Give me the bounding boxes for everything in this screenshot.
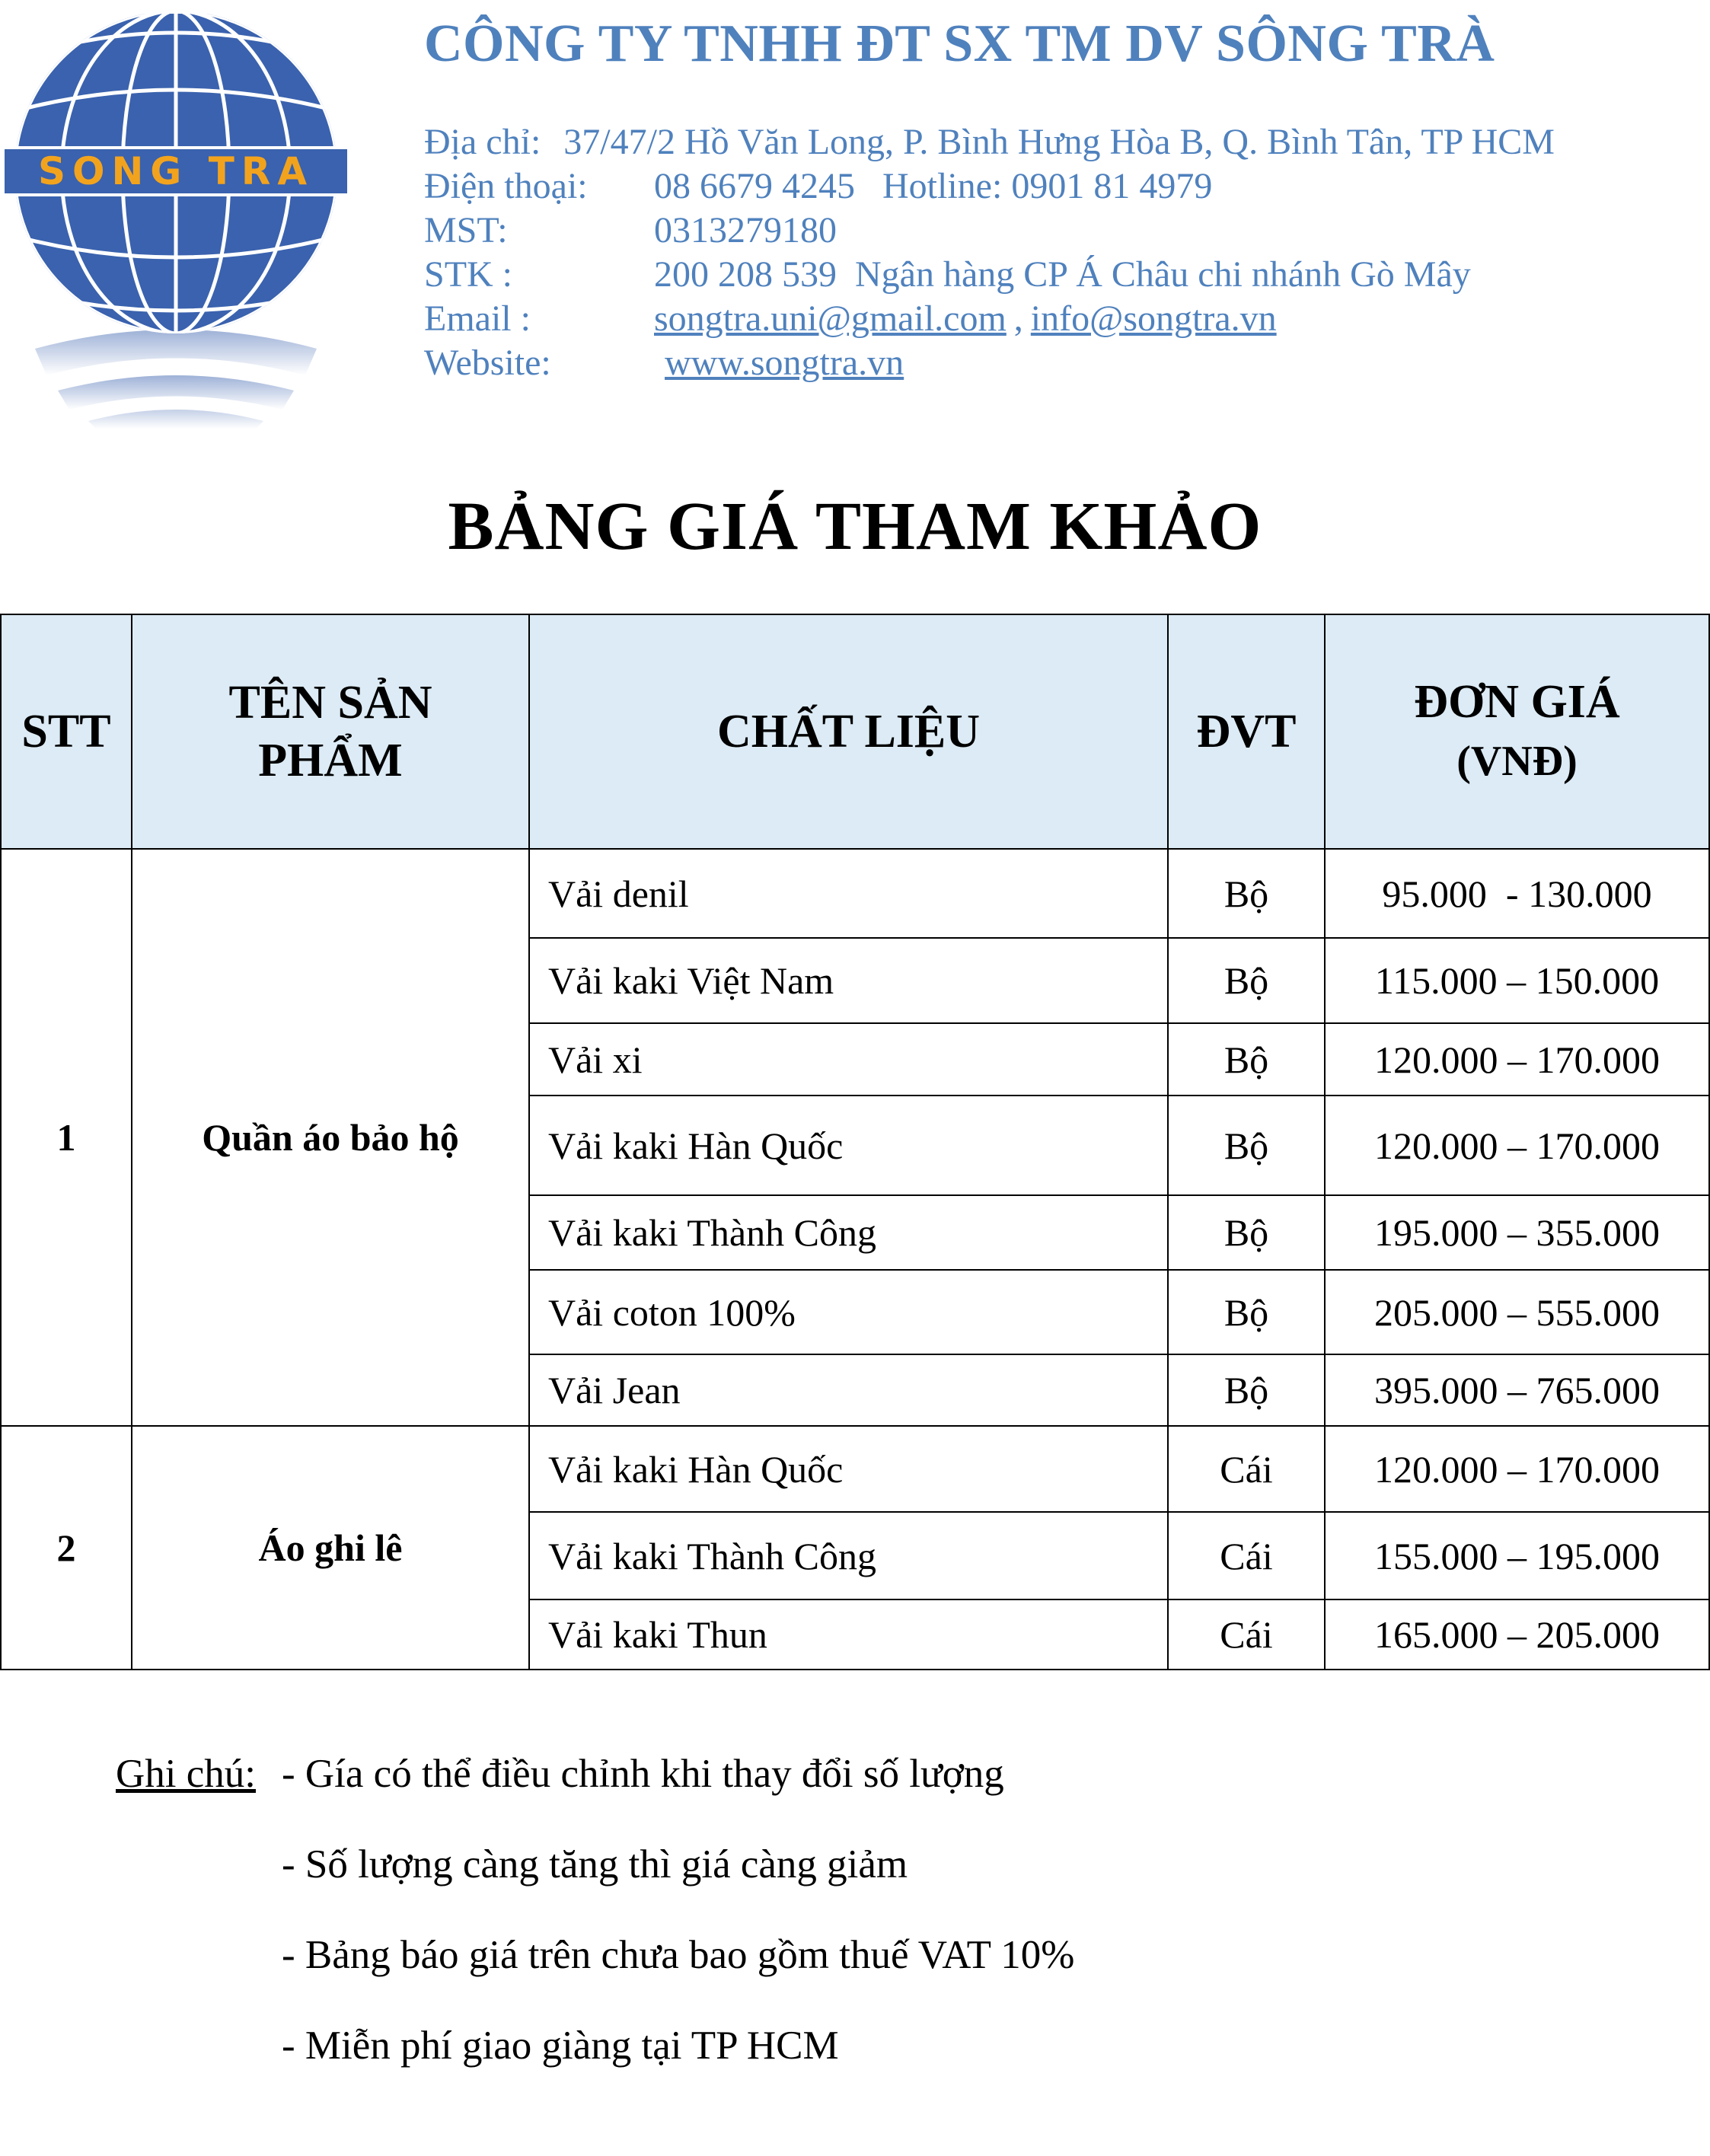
price-cell: 120.000 – 170.000	[1325, 1023, 1709, 1096]
logo-text: SONG TRA	[37, 149, 314, 193]
price-table	[0, 614, 1710, 1670]
bank-label: STK :	[424, 254, 513, 295]
header-product-line2: PHẨM	[258, 735, 403, 786]
material-cell: Vải kaki Hàn Quốc	[529, 1426, 1168, 1512]
note-item	[116, 1838, 1074, 1928]
phone-label: Điện thoại:	[424, 166, 588, 206]
header-price	[1325, 614, 1709, 849]
page-title: BẢNG GIÁ THAM KHẢO	[448, 489, 1262, 564]
company-name: CÔNG TY TNHH ĐT SX TM DV SÔNG TRÀ	[424, 14, 1495, 73]
group-product: Áo ghi lê	[132, 1426, 529, 1670]
tax-row	[424, 209, 1555, 253]
material-cell: Vải xi	[529, 1023, 1168, 1096]
material-cell: Vải coton 100%	[529, 1270, 1168, 1354]
table-header-row	[1, 614, 1709, 849]
material-cell: Vải kaki Thành Công	[529, 1195, 1168, 1270]
note-text: - Gía có thể điều chỉnh khi thay đổi số lượng	[282, 1752, 1004, 1796]
tax-value: 0313279180	[654, 210, 837, 250]
price-cell: 120.000 – 170.000	[1325, 1096, 1709, 1195]
note-text: - Miễn phí giao giàng tại TP HCM	[282, 2024, 839, 2068]
website-row	[424, 341, 1555, 385]
email-link-1[interactable]: songtra.uni@gmail.com	[654, 298, 1007, 339]
unit-cell: Cái	[1168, 1426, 1325, 1512]
price-cell: 120.000 – 170.000	[1325, 1426, 1709, 1512]
unit-cell: Bộ	[1168, 849, 1325, 938]
material-cell: Vải kaki Thành Công	[529, 1512, 1168, 1599]
unit-cell: Cái	[1168, 1512, 1325, 1599]
group-stt: 1	[1, 849, 132, 1426]
material-cell: Vải Jean	[529, 1354, 1168, 1426]
header-product	[132, 614, 529, 849]
header-product-line1: TÊN SẢN	[228, 677, 432, 729]
note-text: - Bảng báo giá trên chưa bao gồm thuế VAT 10%	[282, 1933, 1075, 1977]
email-value	[654, 297, 1277, 341]
email-separator: ,	[1013, 298, 1023, 339]
unit-cell: Bộ	[1168, 1270, 1325, 1354]
unit-cell: Cái	[1168, 1599, 1325, 1670]
address-label: Địa chỉ:	[424, 122, 541, 162]
price-cell: 155.000 – 195.000	[1325, 1512, 1709, 1599]
price-cell: 165.000 – 205.000	[1325, 1599, 1709, 1670]
note-text: - Số lượng càng tăng thì giá càng giảm	[282, 1842, 908, 1886]
header-stt: STT	[1, 614, 132, 849]
price-cell: 95.000 - 130.000	[1325, 849, 1709, 938]
material-cell: Vải denil	[529, 849, 1168, 938]
group-stt: 2	[1, 1426, 132, 1670]
note-item	[116, 1928, 1074, 2019]
phone-value: 08 6679 4245 Hotline: 0901 81 4979	[654, 166, 1213, 206]
header-price-line1: ĐƠN GIÁ	[1414, 676, 1620, 728]
price-cell: 115.000 – 150.000	[1325, 938, 1709, 1023]
material-cell: Vải kaki Việt Nam	[529, 938, 1168, 1023]
header-unit: ĐVT	[1168, 614, 1325, 849]
company-logo	[5, 14, 347, 429]
address-value: 37/47/2 Hồ Văn Long, P. Bình Hưng Hòa B, Q. Bình Tân, TP HCM	[563, 122, 1555, 162]
phone-row	[424, 164, 1555, 209]
email-label: Email :	[424, 298, 531, 339]
notes	[116, 1747, 1074, 2110]
bank-value: 200 208 539 Ngân hàng CP Á Châu chi nhánh Gò Mây	[654, 254, 1471, 295]
price-cell: 395.000 – 765.000	[1325, 1354, 1709, 1426]
bank-row	[424, 253, 1555, 297]
globe-icon	[5, 14, 347, 429]
table-row	[1, 849, 1709, 938]
material-cell: Vải kaki Thun	[529, 1599, 1168, 1670]
price-cell: 195.000 – 355.000	[1325, 1195, 1709, 1270]
email-row	[424, 297, 1555, 341]
notes-label: Ghi chú:	[116, 1752, 256, 1796]
unit-cell: Bộ	[1168, 1195, 1325, 1270]
note-item	[116, 2019, 1074, 2110]
unit-cell: Bộ	[1168, 1023, 1325, 1096]
website-label: Website:	[424, 343, 551, 383]
website-link[interactable]: www.songtra.vn	[665, 343, 904, 383]
website-value	[654, 341, 904, 385]
header-price-line2: (VNĐ)	[1456, 738, 1578, 785]
table-row	[1, 1426, 1709, 1512]
company-info	[424, 120, 1555, 385]
unit-cell: Bộ	[1168, 1096, 1325, 1195]
material-cell: Vải kaki Hàn Quốc	[529, 1096, 1168, 1195]
address-row	[424, 120, 1555, 164]
group-product: Quần áo bảo hộ	[132, 849, 529, 1426]
unit-cell: Bộ	[1168, 1354, 1325, 1426]
unit-cell: Bộ	[1168, 938, 1325, 1023]
price-cell: 205.000 – 555.000	[1325, 1270, 1709, 1354]
tax-label: MST:	[424, 210, 508, 250]
email-link-2[interactable]: info@songtra.vn	[1030, 298, 1277, 339]
header-material: CHẤT LIỆU	[529, 614, 1168, 849]
note-item	[116, 1747, 1074, 1838]
